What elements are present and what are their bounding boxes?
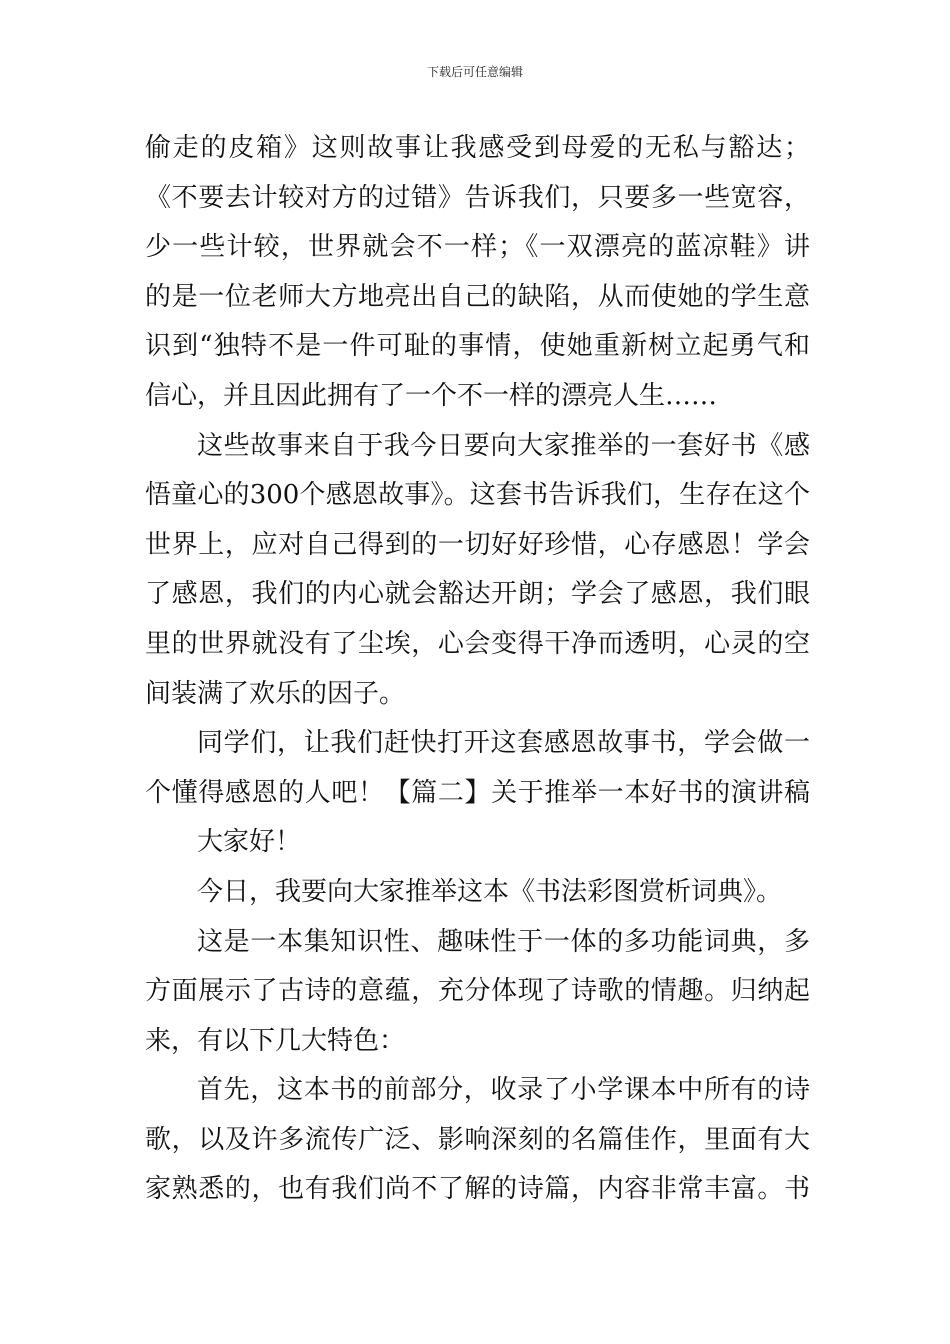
text-line: 同学们，让我们赶快打开这套感恩故事书，学会做一 <box>197 728 810 759</box>
text-line: 的是一位老师大方地亮出自己的缺陷，从而使她的学生意 <box>145 281 810 312</box>
text-line: 今日，我要向大家推举这本《书法彩图赏析词典》。 <box>197 876 783 907</box>
text-line: 家熟悉的，也有我们尚不了解的诗篇，内容非常丰富。书 <box>145 1174 810 1205</box>
text-line: 间装满了欢乐的因子。 <box>145 678 406 709</box>
text-line: 识到“独特不是一件可耻的事情，使她重新树立起勇气和 <box>145 331 810 362</box>
text-line: 偷走的皮箱》这则故事让我感受到母爱的无私与豁达； <box>145 133 810 163</box>
text-line: 个懂得感恩的人吧！【篇二】关于推举一本好书的演讲稿 <box>145 777 810 808</box>
text-line: 少一些计较，世界就会不一样；《一双漂亮的蓝凉鞋》讲 <box>145 232 810 263</box>
text-line: 方面展示了古诗的意蕴，充分体现了诗歌的情趣。归纳起 <box>145 976 810 1007</box>
text-line: 这些故事来自于我今日要向大家推举的一套好书《感 <box>197 430 810 461</box>
text-line: 这是一本集知识性、趣味性于一体的多功能词典，多 <box>197 926 810 957</box>
text-line: 大家好！ <box>197 827 302 858</box>
text-line: 《不要去计较对方的过错》告诉我们，只要多一些宽容， <box>145 182 810 213</box>
text-line: 歌，以及许多流传广泛、影响深刻的名篇佳作，里面有大 <box>145 1124 810 1155</box>
text-line: 首先，这本书的前部分，收录了小学课本中所有的诗 <box>197 1075 810 1106</box>
text-line: 来，有以下几大特色： <box>145 1025 406 1056</box>
text-line: 世界上，应对自己得到的一切好好珍惜，心存感恩！学会 <box>145 529 810 560</box>
text-line: 悟童心的300个感恩故事》。这套书告诉我们，生存在这个 <box>145 480 810 511</box>
text-line: 里的世界就没有了尘埃，心会变得干净而透明，心灵的空 <box>145 628 810 659</box>
text-line: 信心，并且因此拥有了一个不一样的漂亮人生…… <box>145 380 718 411</box>
text-line: 了感恩，我们的内心就会豁达开朗；学会了感恩，我们眼 <box>145 579 810 610</box>
page-header-note: 下载后可任意编辑 <box>426 65 523 79</box>
document-body <box>145 124 810 1215</box>
